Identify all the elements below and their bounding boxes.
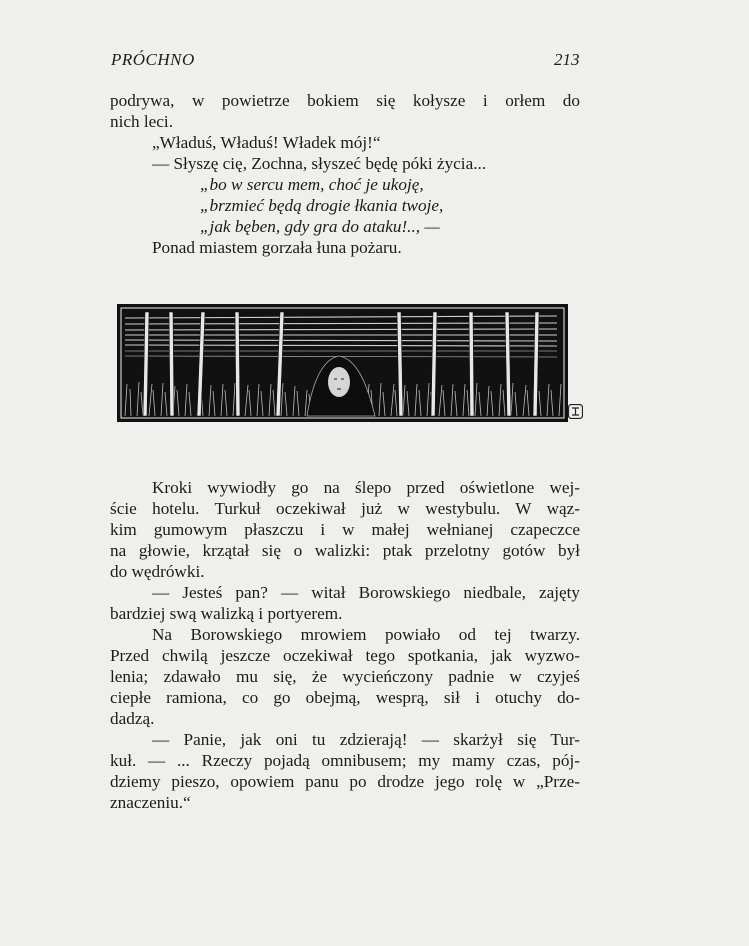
verse-line: „jak bęben, gdy gra do ataku!.., — <box>200 217 440 236</box>
text-line: kuł. — ... Rzeczy pojadą omnibusem; my mamy czas, pój- <box>110 751 580 770</box>
text-line: bardziej swą walizką i portyerem. <box>110 604 343 623</box>
woodcut-vignette-icon <box>117 304 568 422</box>
text-line: lenia; zdawało mu się, że wycieńczony padnie w czyjeś <box>110 667 580 686</box>
text-line: — Słyszę cię, Zochna, słyszeć będę póki życia... <box>152 154 487 173</box>
verse-line: „brzmieć będą drogie łkania twoje, <box>200 196 444 215</box>
text-line: na głowie, krzątał się o walizki: ptak przelotny gotów był <box>110 541 580 560</box>
text-line: „Właduś, Właduś! Władek mój!“ <box>152 133 381 152</box>
bottom-text-block <box>110 477 580 813</box>
artist-monogram-icon <box>568 404 583 419</box>
text-line: Przed chwilą jeszcze oczekiwał tego spotkania, jak wyzwo- <box>110 646 580 665</box>
text-line: Na Borowskiego mrowiem powiało od tej twarzy. <box>152 625 580 644</box>
text-line: — Panie, jak oni tu zdzierają! — skarżył się Tur- <box>152 730 580 749</box>
top-text-block <box>110 90 580 258</box>
verse-line: „bo w sercu mem, choć je ukoję, <box>200 175 424 194</box>
text-line: znaczeniu.“ <box>110 793 191 812</box>
text-line: ciepłe ramiona, co go obejmą, wesprą, sił i otuchy do- <box>110 688 580 707</box>
text-line: do wędrówki. <box>110 562 205 581</box>
text-line: ście hotelu. Turkuł oczekiwał już w westybulu. W wąz- <box>110 499 580 518</box>
text-line: Ponad miastem gorzała łuna pożaru. <box>152 238 402 257</box>
text-line: Kroki wywiodły go na ślepo przed oświetlone wej- <box>152 478 580 497</box>
text-line: dziemy pieszo, opowiem panu po drodze jego rolę w „Prze- <box>110 772 580 791</box>
text-line: nich leci. <box>110 112 173 131</box>
text-line: podrywa, w powietrze bokiem się kołysze i orłem do <box>110 91 580 110</box>
page-number: 213 <box>554 50 580 69</box>
running-title: PRÓCHNO <box>111 50 195 69</box>
text-line: dadzą. <box>110 709 155 728</box>
text-line: kim gumowym płaszczu i w małej wełnianej czapeczce <box>110 520 580 539</box>
text-line: — Jesteś pan? — witał Borowskiego niedbale, zajęty <box>152 583 580 602</box>
